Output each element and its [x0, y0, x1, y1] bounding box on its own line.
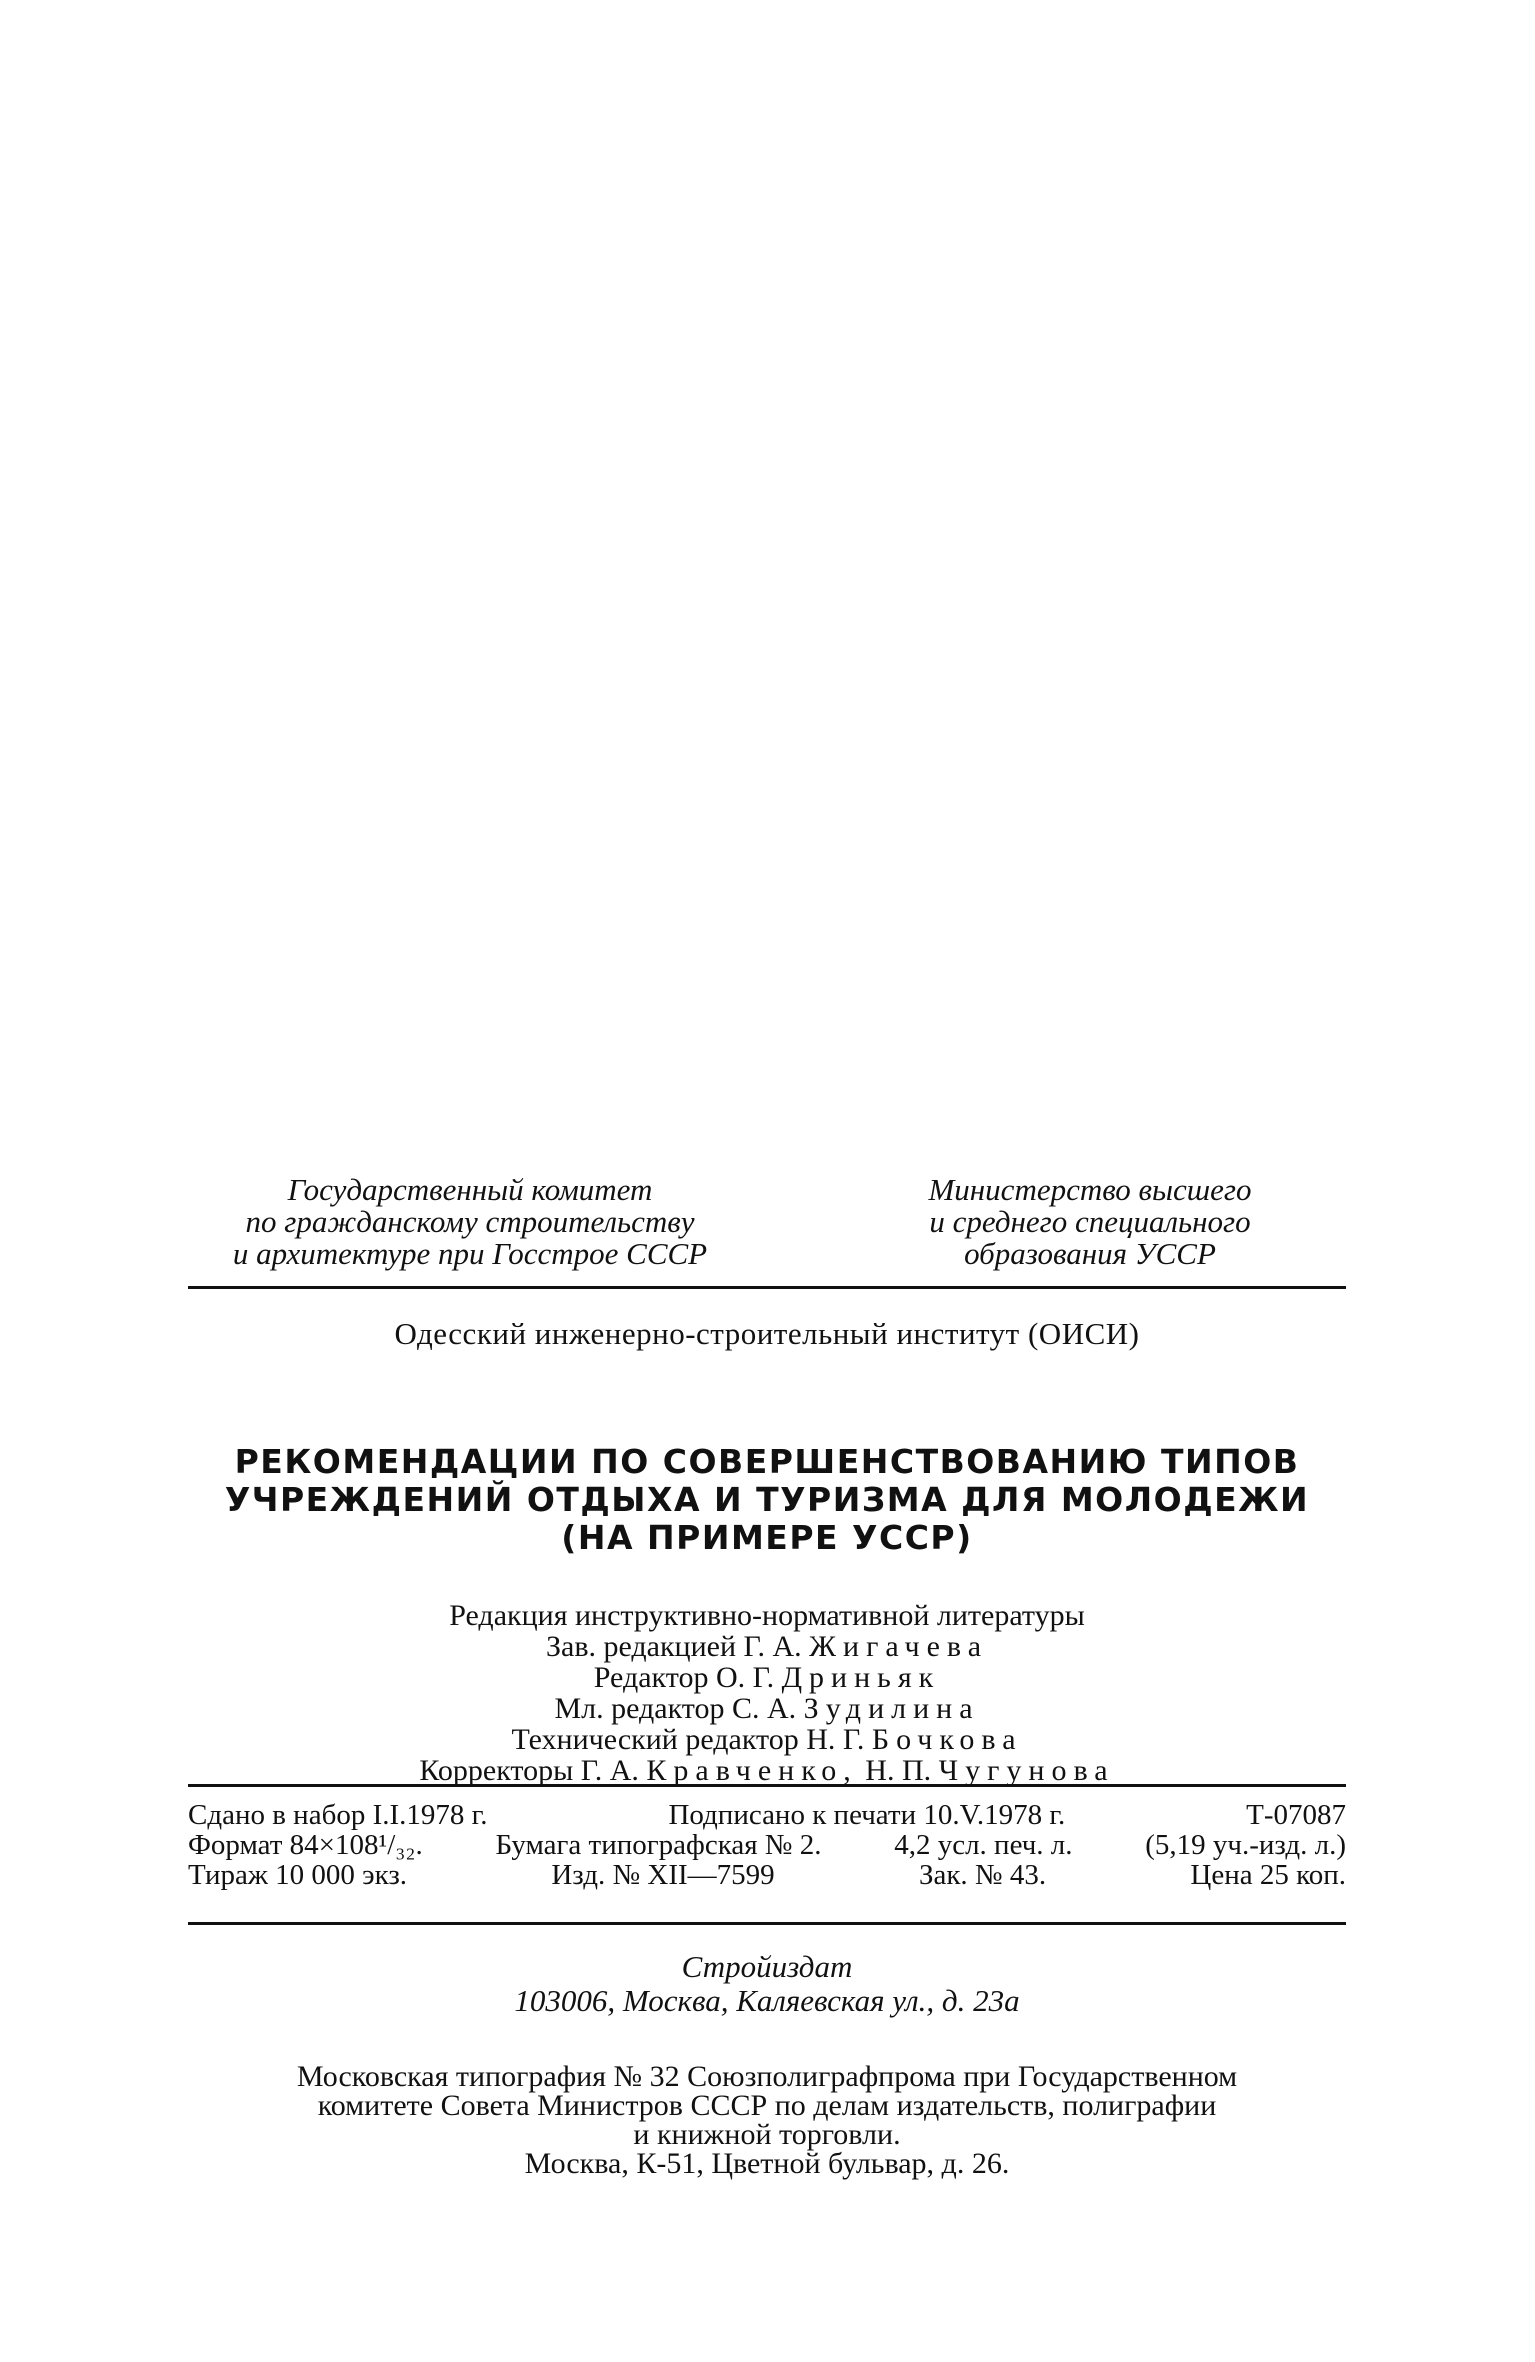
- credits-person: Зудилина: [803, 1692, 980, 1725]
- credits-edition: Редакция инструктивно-нормативной литературы: [449, 1599, 1085, 1632]
- credits-role: Технический редактор Н. Г.: [511, 1723, 865, 1756]
- credits-head-editor: [188, 1631, 1346, 1662]
- institute-name: Одесский инженерно-строительный институт (ОИСИ): [394, 1316, 1140, 1351]
- header-left-line: Государственный комитет: [287, 1172, 653, 1207]
- imprint-cell: Цена 25 коп.: [1190, 1859, 1346, 1891]
- credits-editor: [188, 1662, 1346, 1693]
- imprint-row: [188, 1860, 1346, 1890]
- publisher-name: Стройиздат: [681, 1949, 853, 1984]
- header-left-line: и архитектуре при Госстрое СССР: [232, 1236, 708, 1271]
- imprint-row: [188, 1830, 1346, 1860]
- title-line: (НА ПРИМЕРЕ УССР): [561, 1518, 973, 1557]
- credits-proofreaders: [188, 1755, 1346, 1786]
- imprint-cell: Сдано в набор I.I.1978 г.: [188, 1799, 488, 1831]
- imprint-cell: Зак. № 43.: [918, 1859, 1047, 1891]
- printing-house: [188, 2062, 1346, 2178]
- credits-person: Дриньяк: [781, 1661, 941, 1694]
- print-imprint: [188, 1800, 1346, 1890]
- publisher: [188, 1950, 1346, 2018]
- imprint-cell: Формат 84×108¹/₃₂.: [188, 1829, 423, 1861]
- header-left-line: по гражданскому строительству: [245, 1204, 695, 1239]
- printer-line: Москва, К-51, Цветной бульвар, д. 26.: [524, 2147, 1010, 2180]
- credits-person: Чугунова: [938, 1754, 1115, 1787]
- header-divider: [188, 1286, 1346, 1289]
- header-right-line: образования УССР: [964, 1236, 1216, 1271]
- imprint-cell: Т-07087: [1246, 1799, 1346, 1831]
- title-line: УЧРЕЖДЕНИЙ ОТДЫХА И ТУРИЗМА ДЛЯ МОЛОДЕЖИ: [224, 1480, 1310, 1519]
- imprint-cell: 4,2 усл. печ. л.: [894, 1829, 1073, 1861]
- imprint-cell: Бумага типографская № 2.: [495, 1829, 822, 1861]
- imprint-top-divider: [188, 1784, 1346, 1787]
- header-left-organization: [200, 1174, 740, 1270]
- credits-role: Мл. редактор С. А.: [554, 1692, 797, 1725]
- printer-line: Московская типография № 32 Союзполиграфпрома при Государственном: [296, 2060, 1238, 2093]
- credits-role: Корректоры Г. А.: [419, 1754, 639, 1787]
- credits-person: Бочкова: [871, 1723, 1023, 1756]
- printer-line: и книжной торговли.: [633, 2118, 901, 2151]
- imprint-bottom-divider: [188, 1922, 1346, 1925]
- header-right-line: Министерство высшего: [928, 1172, 1252, 1207]
- publisher-address: 103006, Москва, Каляевская ул., д. 23а: [514, 1983, 1020, 2018]
- credits-initials: Н. П.: [865, 1754, 932, 1787]
- document-title: [188, 1443, 1346, 1557]
- imprint-cell: Изд. № XII—7599: [551, 1859, 775, 1891]
- credits-role: Редактор О. Г.: [593, 1661, 775, 1694]
- title-line: РЕКОМЕНДАЦИИ ПО СОВЕРШЕНСТВОВАНИЮ ТИПОВ: [234, 1442, 1300, 1481]
- credits-tech-editor: [188, 1724, 1346, 1755]
- credits-person: Кравченко,: [646, 1754, 858, 1787]
- editorial-credits: [188, 1600, 1346, 1786]
- printer-line: комитете Совета Министров СССР по делам издательств, полиграфии: [317, 2089, 1217, 2122]
- imprint-cell: Тираж 10 000 экз.: [188, 1859, 408, 1891]
- credits-role: Зав. редакцией Г. А.: [545, 1630, 802, 1663]
- header-right-line: и среднего специального: [929, 1204, 1251, 1239]
- header-right-organization: [850, 1174, 1330, 1270]
- imprint-cell: Подписано к печати 10.V.1978 г.: [668, 1799, 1066, 1831]
- credits-person: Жигачева: [809, 1630, 989, 1663]
- imprint-row: [188, 1800, 1346, 1830]
- imprint-cell: (5,19 уч.-изд. л.): [1145, 1829, 1346, 1861]
- credits-junior-editor: [188, 1693, 1346, 1724]
